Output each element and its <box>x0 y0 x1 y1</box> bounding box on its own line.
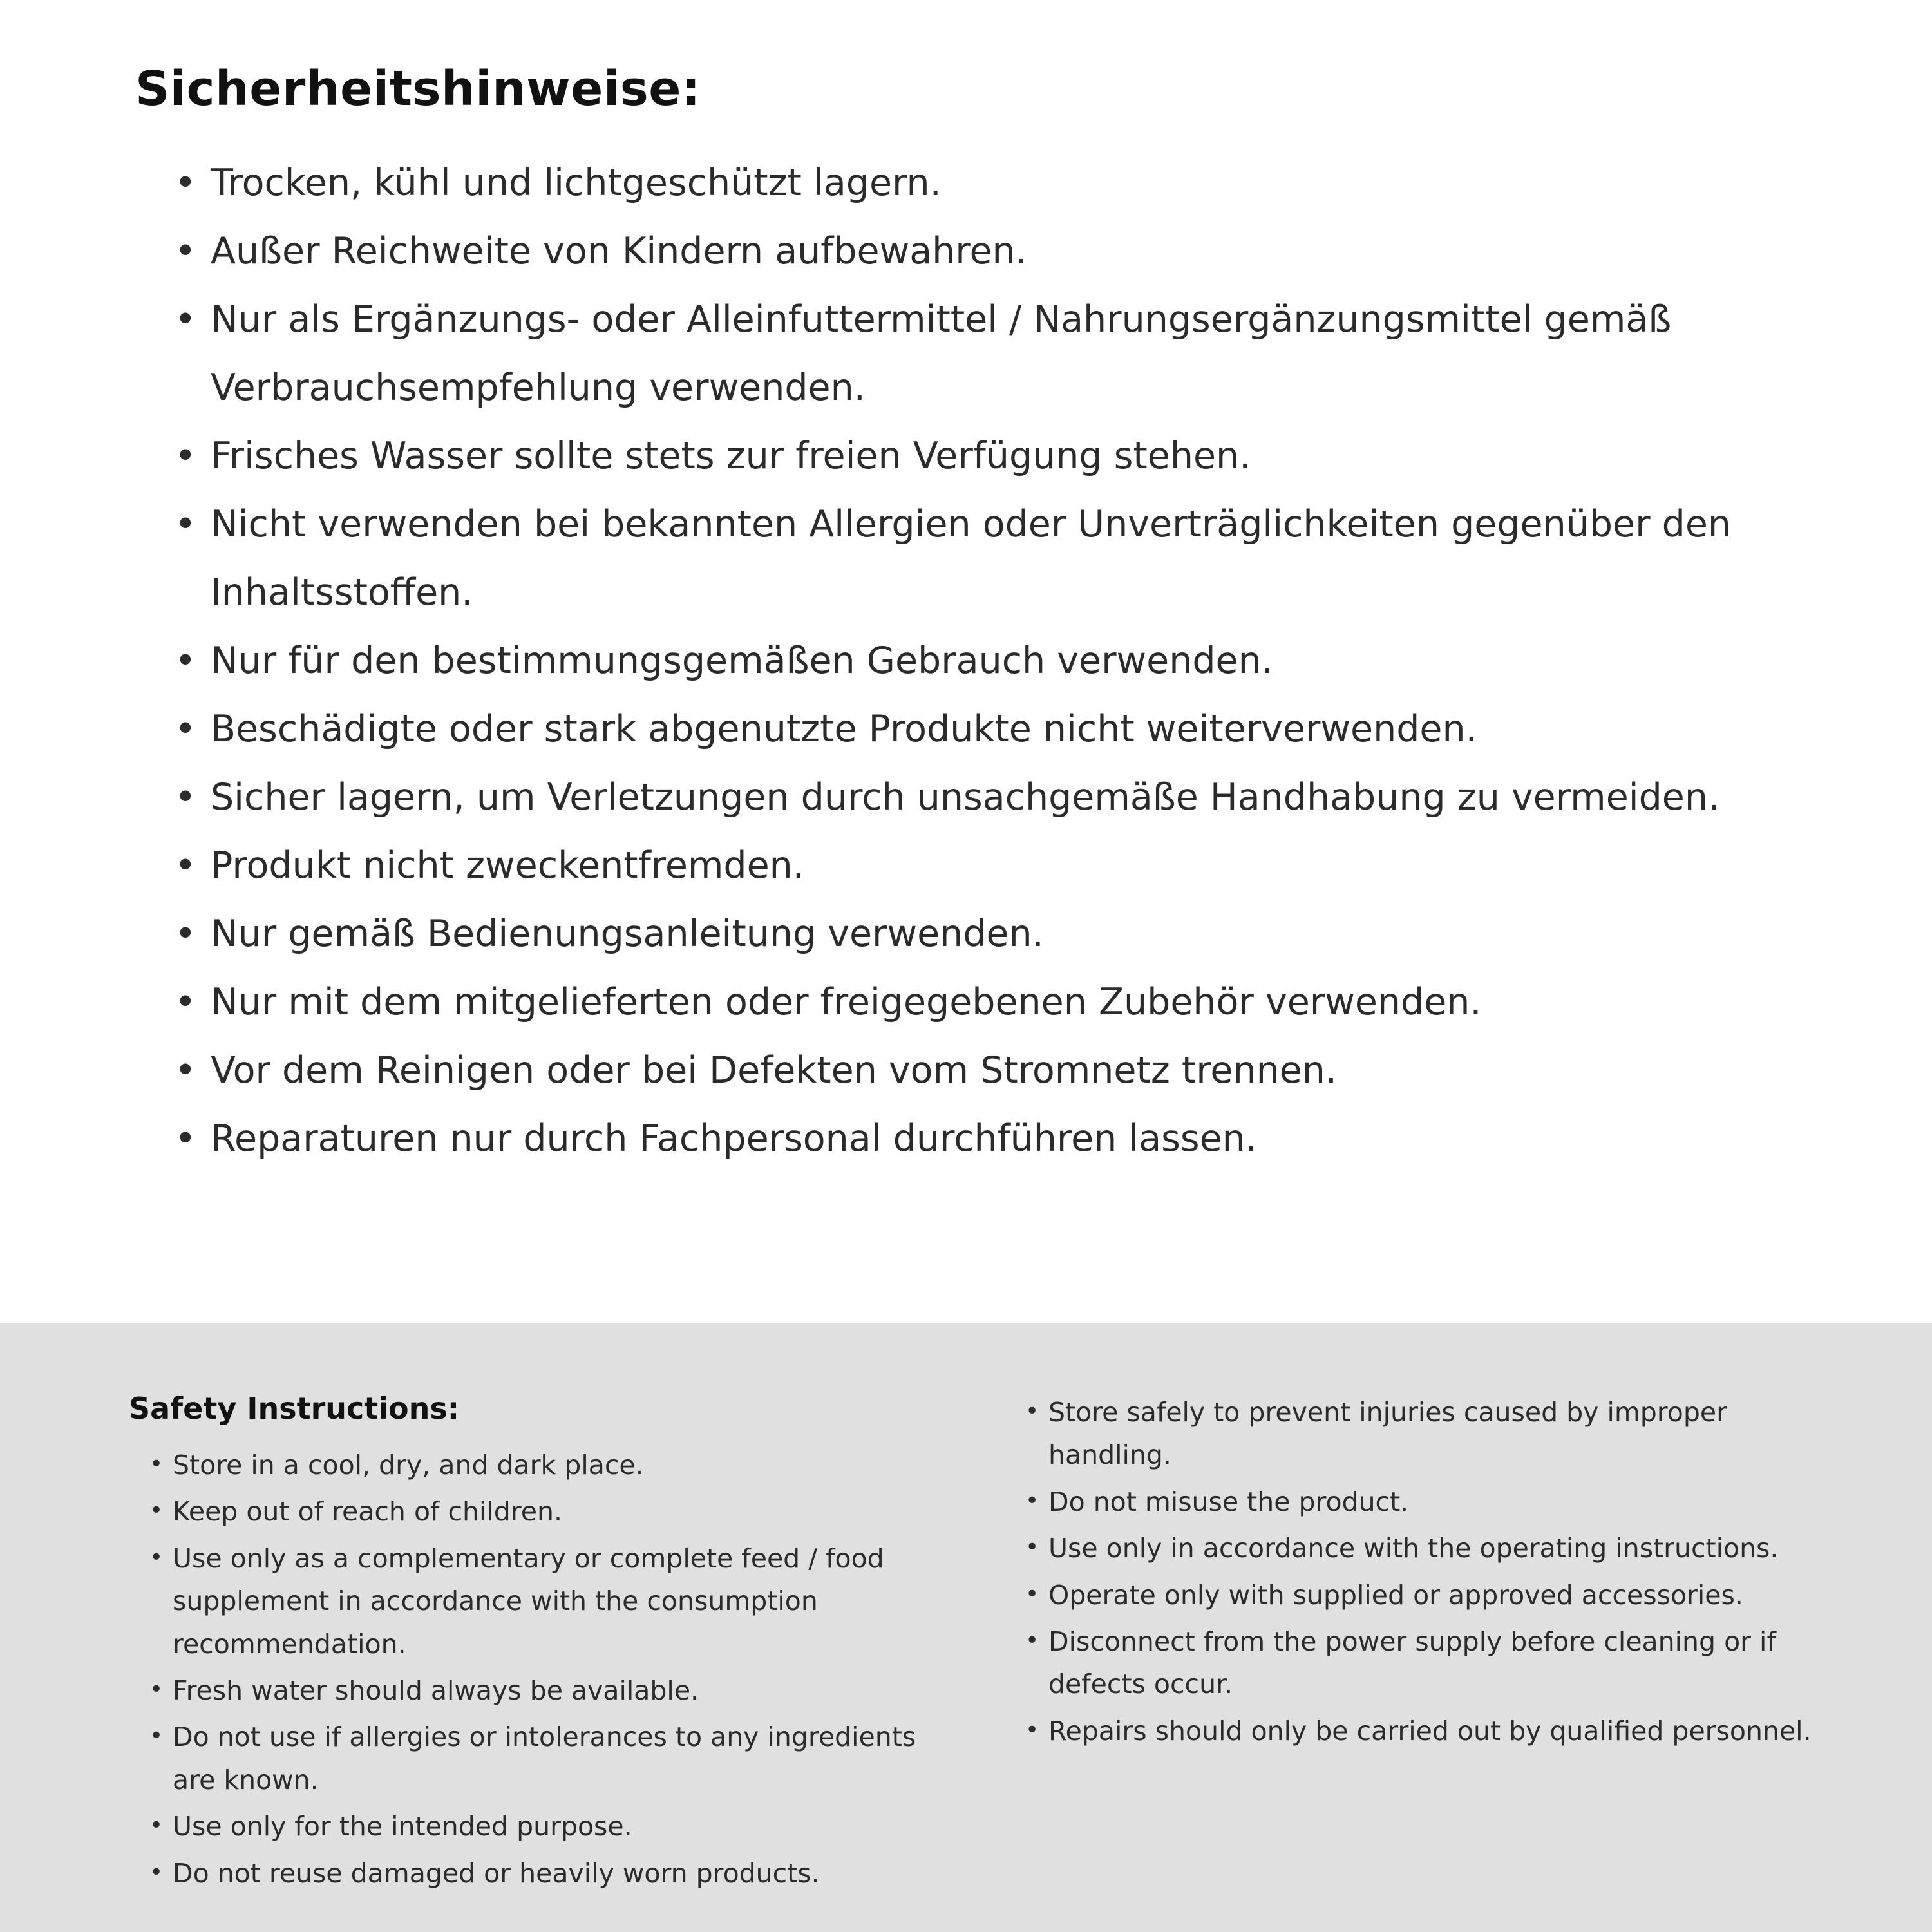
list-item: • Nicht verwenden bei bekannten Allergien oder Unverträglichkeiten gegenüber den Inhaltsstoffen. <box>171 490 1823 627</box>
list-item: • Reparaturen nur durch Fachpersonal durchführen lassen. <box>171 1104 1823 1173</box>
list-item: • Nur mit dem mitgelieferten oder freigegebenen Zubehör verwenden. <box>171 968 1823 1036</box>
english-left-column <box>129 1391 947 1893</box>
list-item: • Store safely to prevent injuries caused by improper handling. <box>1018 1391 1835 1477</box>
list-item: • Disconnect from the power supply before cleaning or if defects occur. <box>1018 1620 1835 1706</box>
list-item: • Use only for the intended purpose. <box>142 1805 947 1848</box>
list-item: • Do not misuse the product. <box>1018 1481 1835 1523</box>
list-item: • Use only as a complementary or complete feed / food supplement in accordance with the consumption recommendation. <box>142 1537 947 1665</box>
list-item: • Vor dem Reinigen oder bei Defekten vom Stromnetz trennen. <box>171 1036 1823 1104</box>
list-item: • Repairs should only be carried out by qualified personnel. <box>1018 1710 1835 1752</box>
list-item: • Do not reuse damaged or heavily worn products. <box>142 1852 947 1895</box>
english-right-column <box>1018 1391 1835 1893</box>
list-item: • Produkt nicht zweckentfremden. <box>171 831 1823 900</box>
list-item: • Nur für den bestimmungsgemäßen Gebrauch verwenden. <box>171 627 1823 695</box>
english-safety-section <box>0 1323 1932 1932</box>
list-item: • Operate only with supplied or approved accessories. <box>1018 1574 1835 1616</box>
list-item: • Fresh water should always be available. <box>142 1669 947 1712</box>
english-safety-list-right <box>1018 1391 1835 1752</box>
list-item: • Use only in accordance with the operating instructions. <box>1018 1527 1835 1569</box>
english-safety-list-left <box>129 1444 947 1895</box>
list-item: • Nur gemäß Bedienungsanleitung verwenden. <box>171 900 1823 968</box>
german-safety-list <box>135 149 1823 1173</box>
list-item: • Do not use if allergies or intolerances to any ingredients are known. <box>142 1716 947 1801</box>
list-item: • Nur als Ergänzungs- oder Alleinfuttermittel / Nahrungsergänzungsmittel gemäß Verbrauchsempfehlung verwenden. <box>171 285 1823 422</box>
list-item: • Keep out of reach of children. <box>142 1490 947 1533</box>
list-item: • Store in a cool, dry, and dark place. <box>142 1444 947 1486</box>
list-item: • Außer Reichweite von Kindern aufbewahren. <box>171 217 1823 285</box>
german-section-heading: Sicherheitshinweise: <box>135 61 701 117</box>
list-item: • Trocken, kühl und lichtgeschützt lagern. <box>171 149 1823 217</box>
list-item: • Frisches Wasser sollte stets zur freien Verfügung stehen. <box>171 422 1823 490</box>
list-item: • Sicher lagern, um Verletzungen durch unsachgemäße Handhabung zu vermeiden. <box>171 763 1823 831</box>
english-section-heading: Safety Instructions: <box>129 1391 460 1426</box>
list-item: • Beschädigte oder stark abgenutzte Produkte nicht weiterverwenden. <box>171 695 1823 763</box>
